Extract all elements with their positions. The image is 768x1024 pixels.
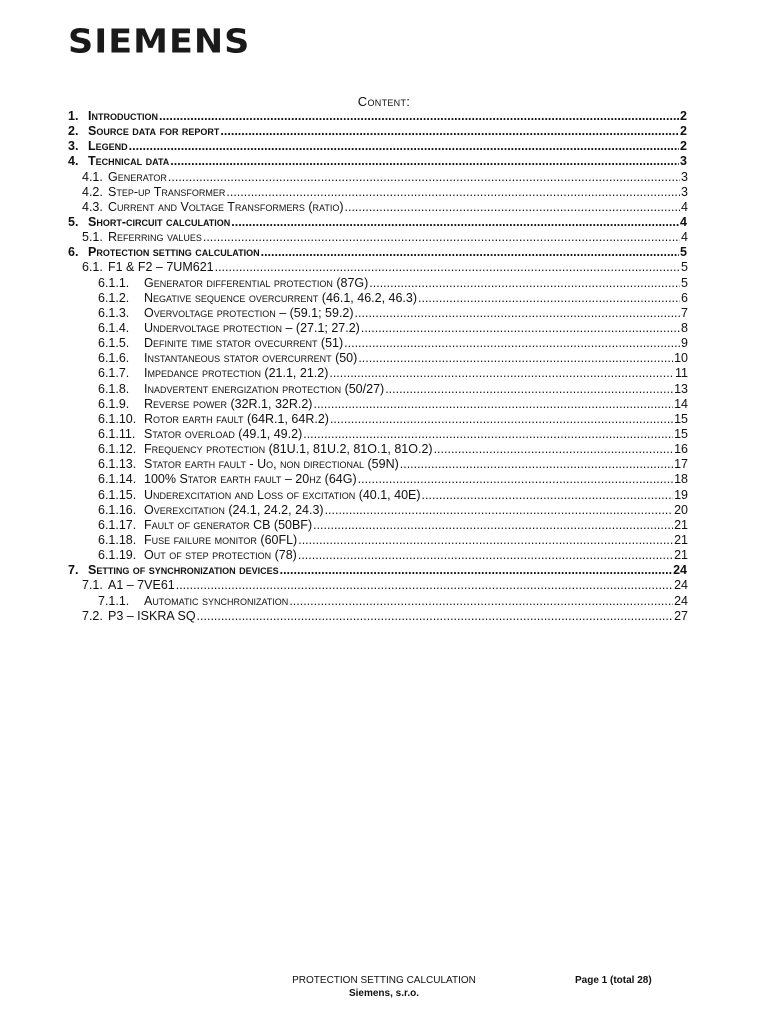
toc-entry-title: Stator overload (49.1, 49.2)	[144, 426, 303, 441]
toc-entry-page: 9	[681, 336, 688, 351]
toc-entry-title: Setting of synchronization devices	[88, 563, 279, 578]
toc-entry-page: 27	[674, 608, 688, 623]
toc-entry-page: 15	[674, 411, 688, 426]
toc-entry-title: Fuse failure monitor (60FL)	[144, 532, 298, 547]
toc-entry-number: 6.1.12.	[98, 442, 137, 457]
toc-entry[interactable]	[68, 578, 688, 593]
toc-leader-dots	[298, 533, 673, 547]
toc-entry-number: 6.1.9.	[98, 396, 130, 411]
toc-entry-page: 5	[681, 275, 688, 290]
toc-entry[interactable]	[68, 306, 688, 321]
toc-entry[interactable]	[68, 488, 688, 503]
toc-entry-title: Frequency protection (81U.1, 81U.2, 81O.1, 81O.2)	[144, 442, 433, 457]
toc-entry-title: Short-circuit calculation	[88, 214, 231, 229]
toc-entry-title: Current and Voltage Transformers (ratio)	[108, 199, 344, 214]
toc-entry-number: 6.1.16.	[98, 502, 137, 517]
toc-entry-page: 6	[681, 290, 688, 305]
toc-entry-number: 6.1.8.	[98, 381, 130, 396]
toc-entry-number: 6.1.13.	[98, 457, 137, 472]
toc-entry[interactable]	[68, 609, 688, 624]
toc-entry-page: 19	[674, 487, 688, 502]
toc-entry-number: 6.1.14.	[98, 472, 137, 487]
toc-entry[interactable]	[68, 124, 688, 139]
toc-entry-page: 4	[681, 230, 688, 245]
toc-entry-page: 5	[680, 245, 687, 260]
toc-entry-page: 13	[674, 381, 688, 396]
toc-entry[interactable]	[68, 351, 688, 366]
toc-entry-page: 3	[680, 154, 687, 169]
toc-entry[interactable]	[68, 154, 688, 169]
toc-leader-dots	[215, 260, 680, 274]
toc-leader-dots	[369, 276, 680, 290]
toc-entry-title: Inadvertent energization protection (50/27)	[144, 381, 385, 396]
toc-entry[interactable]	[68, 472, 688, 487]
toc-leader-dots	[361, 321, 680, 335]
toc-entry-number: 1.	[68, 109, 79, 123]
toc-entry-page: 10	[674, 351, 688, 366]
toc-entry-page: 8	[681, 320, 688, 335]
toc-leader-dots	[358, 472, 673, 486]
toc-entry-number: 4.	[68, 154, 79, 169]
toc-entry[interactable]	[68, 321, 688, 336]
toc-leader-dots	[330, 412, 673, 426]
toc-entry[interactable]	[68, 139, 688, 154]
toc-entry-number: 6.1.5.	[98, 336, 130, 351]
toc-entry[interactable]	[68, 457, 688, 472]
toc-entry-page: 16	[674, 442, 688, 457]
toc-entry-title: Introduction	[88, 109, 158, 123]
toc-entry-page: 20	[674, 502, 688, 517]
toc-entry-title: P3 – ISKRA SQ	[108, 608, 196, 623]
toc-leader-dots	[226, 185, 680, 199]
toc-entry-page: 11	[675, 366, 688, 381]
toc-entry-title: Underexcitation and Loss of excitation (40.1, 40E)	[144, 487, 421, 502]
toc-leader-dots	[298, 548, 673, 562]
toc-entry-page: 3	[681, 184, 688, 199]
toc-entry-page: 21	[674, 548, 688, 563]
toc-entry-title: Source data for report	[88, 124, 220, 139]
toc-entry-title: Rotor earth fault (64R.1, 64R.2)	[144, 411, 329, 426]
toc-entry-page: 18	[674, 472, 688, 487]
toc-entry-number: 3.	[68, 139, 79, 154]
toc-heading: Content:	[357, 94, 411, 109]
toc-entry-page: 24	[674, 593, 688, 608]
toc-entry-number: 6.1.6.	[98, 351, 130, 366]
toc-entry-page: 2	[680, 109, 687, 123]
toc-entry-number: 4.3.	[82, 199, 103, 214]
toc-entry-title: Impedance protection (21.1, 21.2)	[144, 366, 329, 381]
toc-entry-number: 6.1.1.	[98, 275, 130, 290]
toc-entry-title: Overvoltage protection – (59.1; 59.2)	[144, 305, 354, 320]
toc-leader-dots	[197, 609, 674, 623]
toc-entry-page: 3	[681, 169, 688, 184]
toc-entry-number: 7.1.	[82, 578, 103, 593]
toc-entry[interactable]	[68, 215, 688, 230]
toc-leader-dots	[303, 427, 673, 441]
toc-entry[interactable]	[68, 366, 688, 381]
toc-leader-dots	[168, 170, 680, 184]
toc-entry-page: 15	[674, 426, 688, 441]
toc-leader-dots	[422, 488, 674, 502]
toc-entry[interactable]	[68, 230, 688, 245]
toc-entry-number: 6.1.	[82, 260, 103, 275]
toc-leader-dots	[329, 366, 674, 380]
toc-entry-page: 5	[681, 260, 688, 275]
toc-leader-dots	[203, 230, 680, 244]
toc-entry-number: 5.	[68, 214, 79, 229]
toc-entry-number: 6.	[68, 245, 79, 260]
toc-entry-number: 4.1.	[82, 169, 103, 184]
toc-entry[interactable]	[68, 518, 688, 533]
toc-entry-title: Technical data	[88, 154, 170, 169]
toc-leader-dots	[159, 109, 679, 123]
toc-entry-title: Negative sequence overcurrent (46.1, 46.2, 46.3)	[144, 290, 418, 305]
table-of-contents	[68, 109, 688, 624]
toc-leader-dots	[418, 291, 680, 305]
toc-entry-title: Fault of generator CB (50BF)	[144, 517, 313, 532]
toc-leader-dots	[313, 397, 673, 411]
toc-leader-dots	[231, 215, 679, 229]
toc-entry-number: 6.1.10.	[98, 411, 137, 426]
toc-entry-number: 6.1.17.	[98, 517, 137, 532]
toc-entry[interactable]	[68, 170, 688, 185]
toc-entry-title: Step-up Transformer	[108, 184, 226, 199]
toc-entry-page: 24	[674, 578, 688, 593]
toc-entry[interactable]	[68, 291, 688, 306]
toc-entry[interactable]	[68, 109, 688, 124]
toc-leader-dots	[289, 594, 673, 608]
toc-entry-number: 2.	[68, 124, 79, 139]
toc-entry-number: 6.1.18.	[98, 532, 137, 547]
toc-entry[interactable]	[68, 503, 688, 518]
toc-leader-dots	[176, 578, 673, 592]
toc-entry-number: 7.2.	[82, 608, 103, 623]
toc-entry-page: 24	[673, 563, 687, 578]
toc-leader-dots	[280, 563, 672, 577]
toc-entry-page: 14	[674, 396, 688, 411]
toc-entry[interactable]	[68, 336, 688, 351]
toc-entry-number: 6.1.11.	[98, 426, 136, 441]
toc-entry-title: Generator	[108, 169, 167, 184]
toc-entry-number: 6.1.15.	[98, 487, 137, 502]
toc-entry-title: A1 – 7VE61	[108, 578, 175, 593]
footer-page-number: Page 1 (total 28)	[575, 975, 652, 986]
toc-leader-dots	[325, 503, 674, 517]
toc-entry-title: Reverse power (32R.1, 32R.2)	[144, 396, 313, 411]
toc-entry-title: Referring values	[108, 230, 202, 245]
toc-entry[interactable]	[68, 185, 688, 200]
toc-leader-dots	[358, 351, 673, 365]
footer-document-title: PROTECTION SETTING CALCULATION	[292, 975, 476, 986]
toc-entry-title: Stator earth fault - Uo, non directional (59N)	[144, 457, 399, 472]
toc-leader-dots	[170, 154, 679, 168]
toc-entry[interactable]	[68, 427, 688, 442]
toc-entry-page: 21	[674, 532, 688, 547]
toc-entry-title: Automatic synchronization	[144, 593, 289, 608]
toc-entry-number: 7.	[68, 563, 79, 578]
toc-leader-dots	[355, 306, 681, 320]
toc-entry-number: 6.1.4.	[98, 320, 130, 335]
toc-entry-number: 6.1.19.	[98, 548, 137, 563]
toc-entry-title: Definite time stator ovecurrent (51)	[144, 336, 344, 351]
toc-leader-dots	[313, 518, 673, 532]
toc-leader-dots	[434, 442, 674, 456]
toc-leader-dots	[261, 245, 679, 259]
toc-entry-number: 4.2.	[82, 184, 103, 199]
toc-entry[interactable]	[68, 594, 688, 609]
toc-entry-title: Generator differential protection (87G)	[144, 275, 369, 290]
toc-entry[interactable]	[68, 442, 688, 457]
toc-entry[interactable]	[68, 200, 688, 215]
toc-leader-dots	[220, 124, 679, 138]
toc-entry[interactable]	[68, 548, 688, 563]
toc-entry-page: 21	[674, 517, 688, 532]
siemens-logo: SIEMENS	[68, 23, 251, 61]
toc-entry[interactable]	[68, 533, 688, 548]
toc-entry[interactable]	[68, 412, 688, 427]
toc-entry-number: 7.1.1.	[98, 593, 130, 608]
toc-entry[interactable]	[68, 397, 688, 412]
toc-entry-number: 6.1.3.	[98, 305, 130, 320]
toc-entry-title: 100% Stator earth fault – 20hz (64G)	[144, 472, 357, 487]
toc-entry-number: 5.1.	[82, 230, 103, 245]
toc-leader-dots	[345, 200, 681, 214]
toc-entry-title: Undervoltage protection – (27.1; 27.2)	[144, 320, 360, 335]
toc-leader-dots	[385, 382, 673, 396]
footer-company: Siemens, s.r.o.	[348, 988, 420, 999]
toc-entry-title: Protection setting calculation	[88, 245, 260, 260]
toc-entry-number: 6.1.2.	[98, 290, 130, 305]
toc-entry-page: 17	[674, 457, 688, 472]
toc-entry-title: Overexcitation (24.1, 24.2, 24.3)	[144, 502, 324, 517]
toc-entry-page: 7	[681, 305, 688, 320]
toc-leader-dots	[344, 336, 680, 350]
footer	[0, 975, 768, 999]
toc-leader-dots	[129, 139, 679, 153]
toc-entry[interactable]	[68, 245, 688, 260]
toc-entry-page: 4	[680, 214, 687, 229]
toc-entry-title: F1 & F2 – 7UM621	[108, 260, 214, 275]
toc-entry-title: Out of step protection (78)	[144, 548, 297, 563]
toc-entry-page: 2	[680, 139, 687, 154]
toc-entry[interactable]	[68, 260, 688, 275]
toc-leader-dots	[400, 457, 673, 471]
toc-entry[interactable]	[68, 563, 688, 578]
toc-entry-page: 4	[681, 199, 688, 214]
toc-entry-page: 2	[680, 124, 687, 139]
toc-entry-title: Legend	[88, 139, 128, 154]
toc-entry-title: Instantaneous stator overcurrent (50)	[144, 351, 358, 366]
toc-entry[interactable]	[68, 276, 688, 291]
toc-entry[interactable]	[68, 382, 688, 397]
toc-entry-number: 6.1.7.	[98, 366, 130, 381]
